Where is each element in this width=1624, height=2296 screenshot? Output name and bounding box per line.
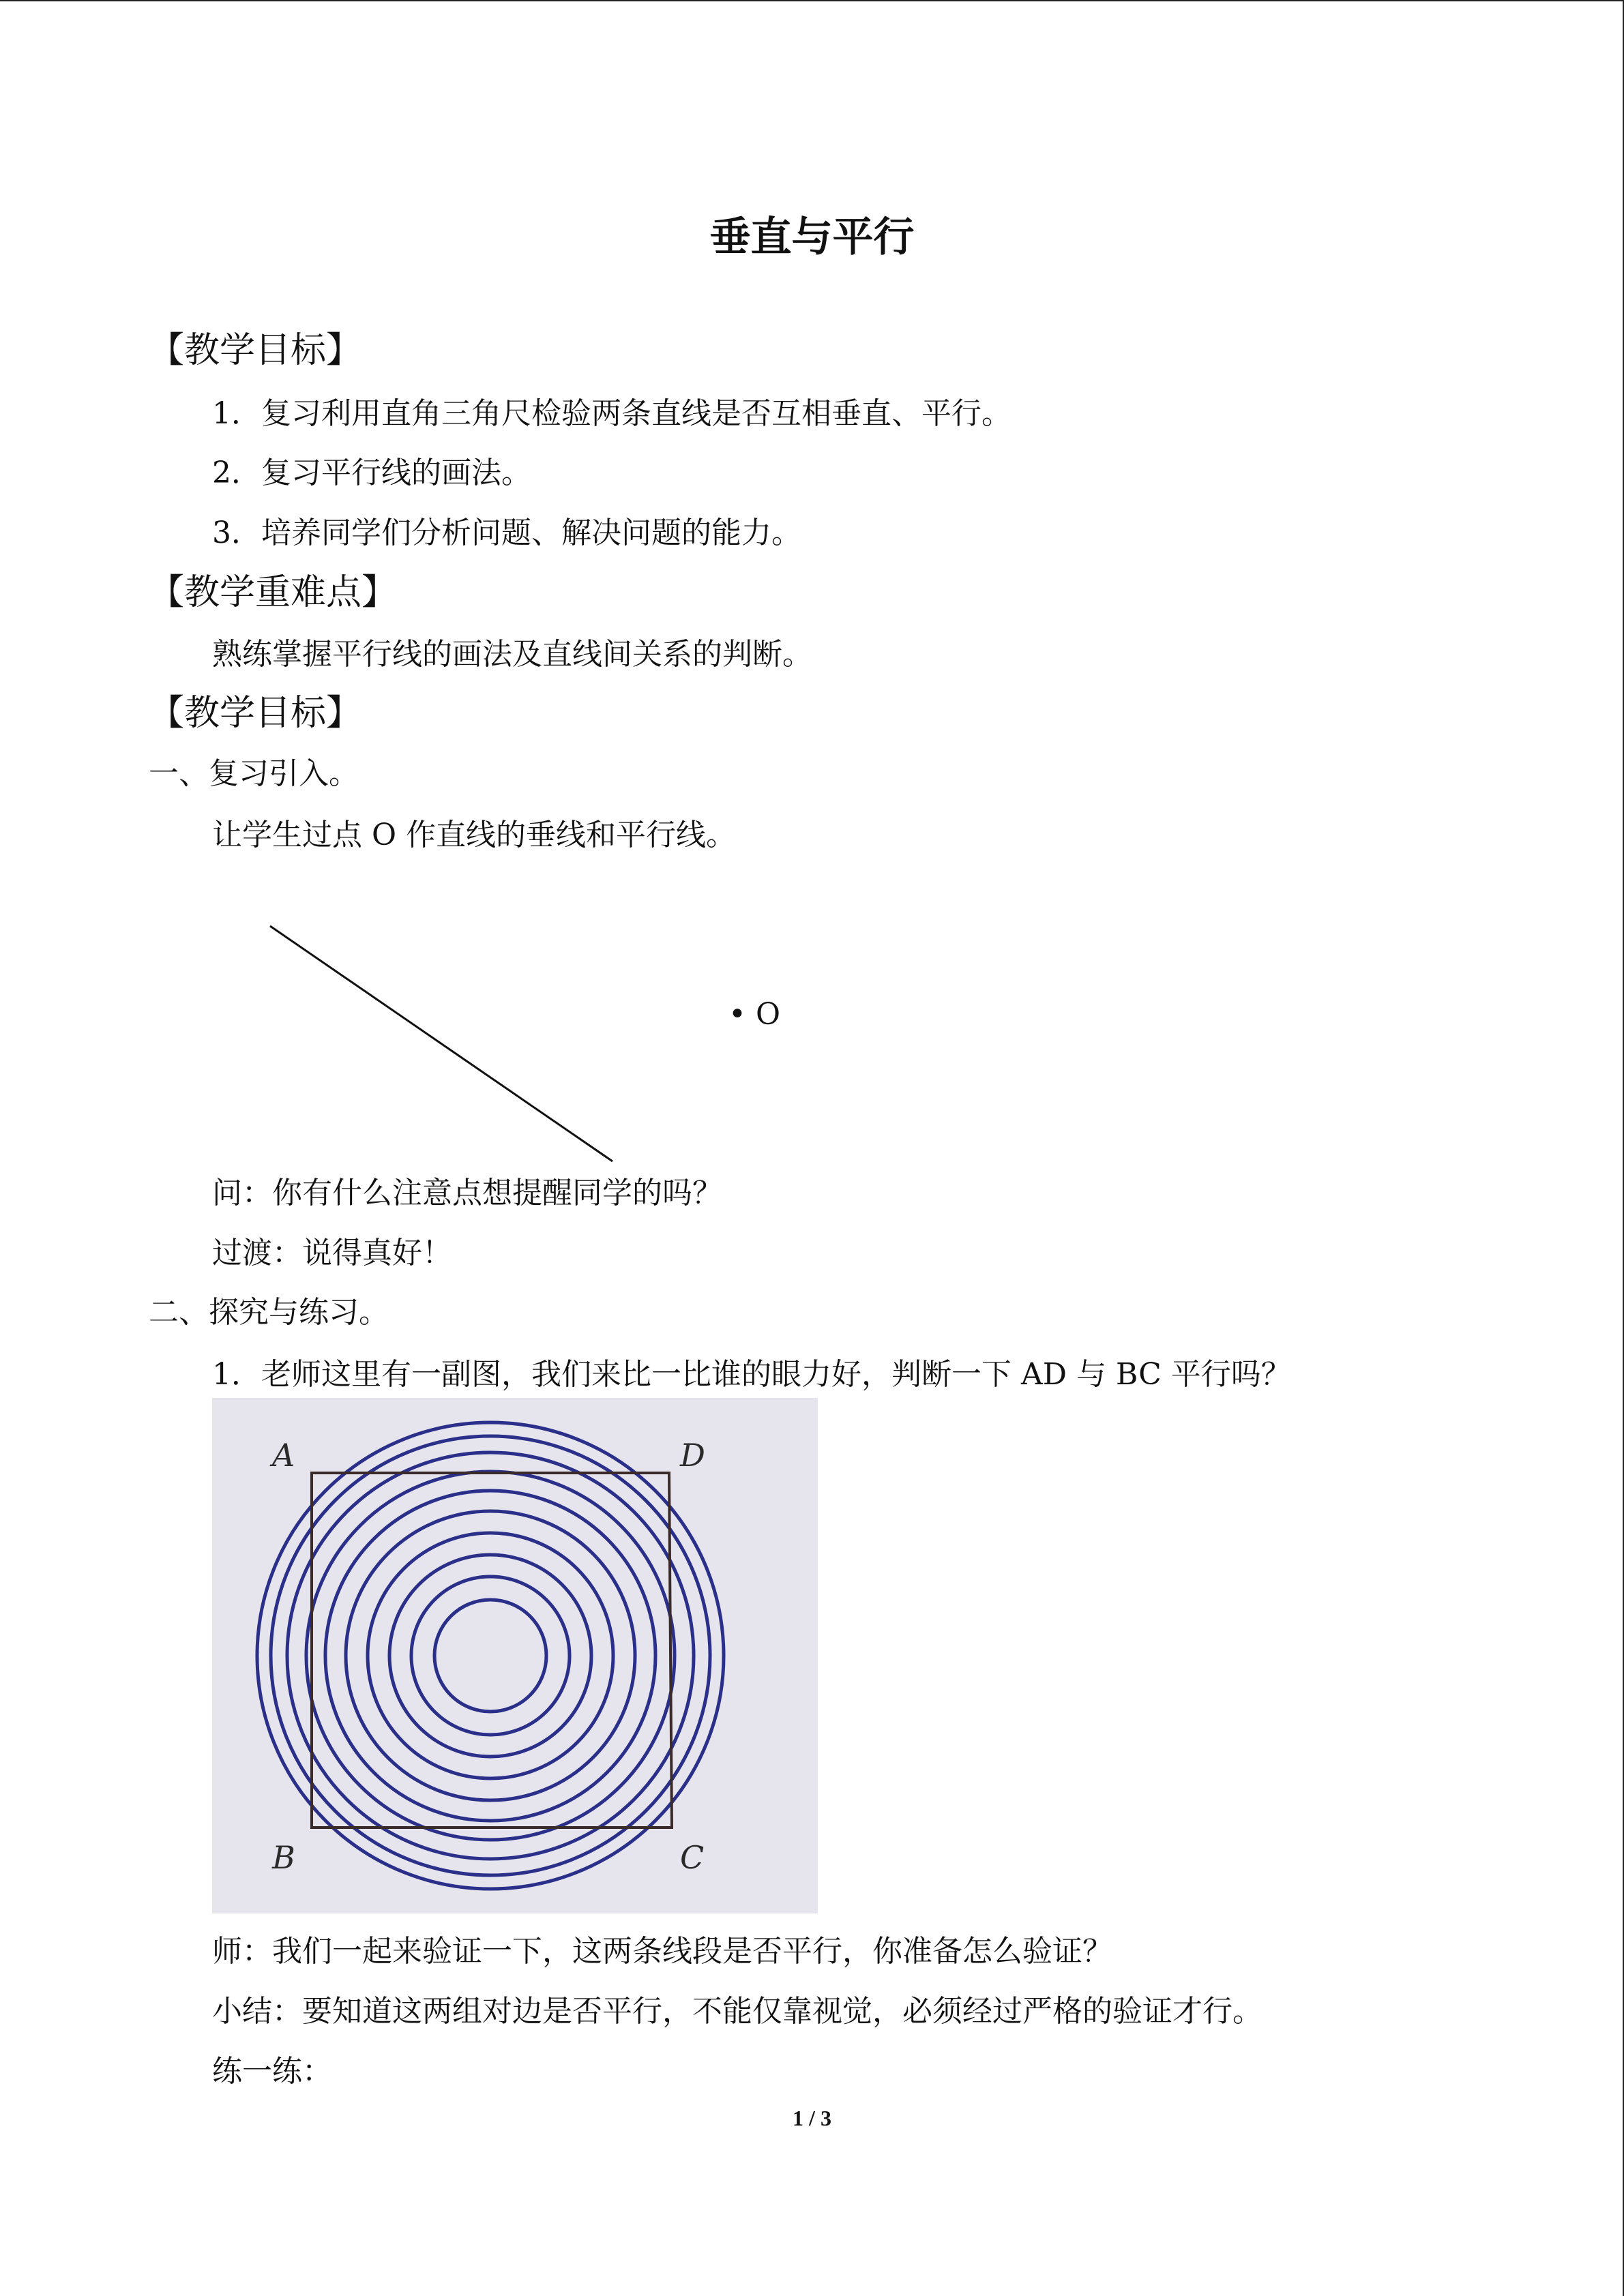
part1-title: 一、复习引入。 [149,756,359,791]
teacher-text: 师：我们一起来验证一下，这两条线段是否平行，你准备怎么验证？ [212,1934,1112,1969]
goal-item-1: 1．复习利用直角三角尺检验两条直线是否互相垂直、平行。 [212,396,1012,431]
point-o-label: • O [728,997,781,1032]
process-heading: 【教学目标】 [149,693,362,734]
key-points-heading: 【教学重难点】 [149,572,398,613]
goal-item-2: 2．复习平行线的画法。 [212,456,531,490]
key-points-text: 熟练掌握平行线的画法及直线间关系的判断。 [212,637,812,672]
question-text: 问：你有什么注意点想提醒同学的吗？ [212,1176,722,1210]
label-b: B [272,1839,295,1876]
transition-text: 过渡：说得真好！ [212,1236,452,1270]
summary-text: 小结：要知道这两组对边是否平行，不能仅靠视觉，必须经过严格的验证才行。 [212,1994,1263,2029]
page-number: 1 / 3 [793,2106,831,2130]
slanted-line [270,926,612,1161]
photo-background [212,1398,818,1913]
circles-square-figure [212,1398,818,1913]
label-a: A [272,1437,295,1474]
goal-item-3: 3．培养同学们分析问题、解决问题的能力。 [212,516,801,550]
document-title: 垂直与平行 [709,213,915,261]
part2-title: 二、探究与练习。 [149,1295,389,1330]
goals-heading: 【教学目标】 [149,330,362,371]
practice-text: 练一练： [212,2054,332,2089]
part2-item1: 1．老师这里有一副图，我们来比一比谁的眼力好，判断一下 AD 与 BC 平行吗？ [212,1357,1291,1392]
part1-text: 让学生过点 O 作直线的垂线和平行线。 [212,818,737,852]
label-d: D [680,1437,705,1474]
label-c: C [680,1839,705,1876]
